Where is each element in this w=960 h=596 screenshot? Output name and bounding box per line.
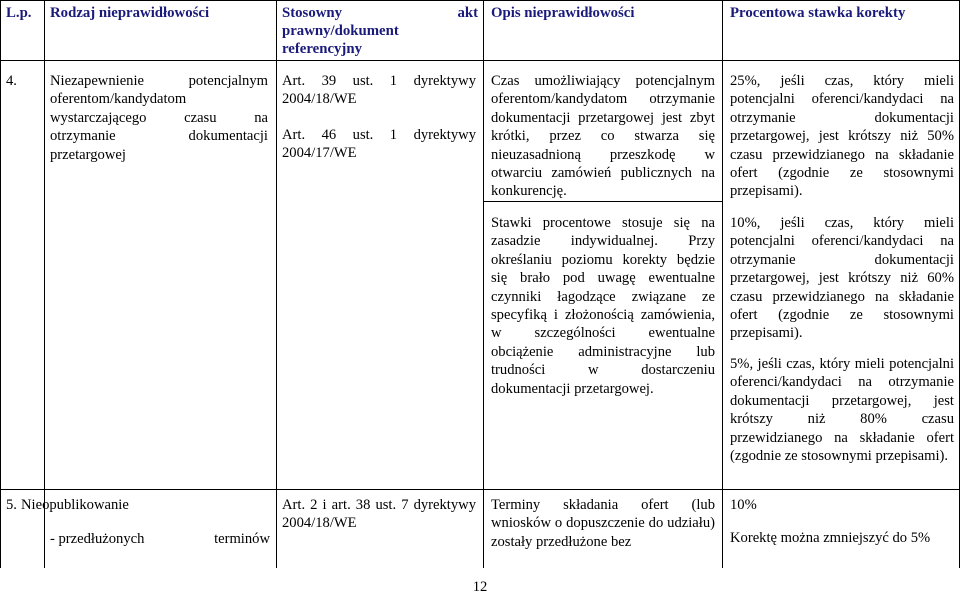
- row4-rodzaj: Niezapewnienie potencjalnym oferentom/kandydatom wystarczającego czasu na otrzymanie dokumentacji przetargowej: [50, 73, 268, 163]
- row4-akt-2: Art. 46 ust. 1 dyrektywy 2004/17/WE: [282, 127, 476, 162]
- row5-rodzaj-1: Nieopublikowanie: [21, 497, 129, 513]
- header-opis: Opis nieprawidłowości: [491, 5, 635, 21]
- column-divider-line: [722, 0, 723, 568]
- column-divider-line: [276, 0, 277, 568]
- row4-number: 4.: [6, 73, 17, 89]
- page-number: 12: [472, 579, 488, 595]
- column-divider-line: [483, 0, 484, 568]
- row5-akt: Art. 2 i art. 38 ust. 7 dyrektywy 2004/18/WE: [282, 497, 476, 532]
- row4-stawka-3: 5%, jeśli czas, który mieli potencjalni oferenci/kandydaci na otrzymanie dokumentacji przetargowej, jest krótszy niż 80% czasu przewidzianego na składanie ofert (zgodnie ze stosownymi przepisami).: [730, 356, 954, 465]
- header-divider-line: [0, 60, 960, 61]
- row4-opis-1: Czas umożliwiający potencjalnym oferentom/kandydatom otrzymanie dokumentacji przetargowej jest zbyt krótki, przez co stwarza się nieuzasadnioną przeszkodę w otwarciu zamówień publicznych na konkurencję.: [491, 73, 715, 200]
- header-rodzaj: Rodzaj nieprawidłowości: [50, 5, 210, 21]
- header-lp: L.p.: [6, 5, 32, 21]
- table-top-border: [0, 0, 960, 1]
- opis-sub-divider-line: [483, 201, 722, 202]
- header-stawka: Procentowa stawka korekty: [730, 5, 906, 21]
- row4-stawka-1: 25%, jeśli czas, który mieli potencjalni oferenci/kandydaci na otrzymanie dokumentacji przetargowej, jest krótszy niż 50% czasu przewidzianego na składanie ofert (zgodnie ze stosownymi przepisami).: [730, 73, 954, 200]
- row4-akt-1: Art. 39 ust. 1 dyrektywy 2004/18/WE: [282, 73, 476, 108]
- row4-opis-2: Stawki procentowe stosuje się na zasadzie indywidualnej. Przy określaniu poziomu korekty będzie się brało pod uwagę ewentualne czynniki łagodzące związane ze specyfiką i złożonością zamówienia, w szczególności ewentualne obciążenie administracyjne lub trudności w dostarczeniu dokumentacji przetargowej.: [491, 215, 715, 397]
- row5-rodzaj-2b: terminów: [214, 531, 270, 547]
- column-divider-line: [44, 0, 45, 568]
- row5-opis: Terminy składania ofert (lub wniosków o dopuszczenie do udziału) zostały przedłużone bez: [491, 497, 715, 550]
- row5-stawka-2: Korektę można zmniejszyć do 5%: [730, 530, 931, 546]
- row5-stawka-1: 10%: [730, 497, 757, 513]
- row5-rodzaj-2a: - przedłużonych: [50, 531, 145, 547]
- header-akt: Stosowny akt prawny/dokument referencyjny: [282, 5, 478, 57]
- row4-stawka-2: 10%, jeśli czas, który mieli potencjalni oferenci/kandydaci na otrzymanie dokumentacji przetargowej, jest krótszy niż 60% czasu przewidzianego na składanie ofert (zgodnie ze stosownymi przepisami).: [730, 215, 954, 342]
- row-divider-line: [0, 489, 960, 490]
- table-left-border: [0, 0, 1, 568]
- row5-number: 5.: [6, 497, 17, 513]
